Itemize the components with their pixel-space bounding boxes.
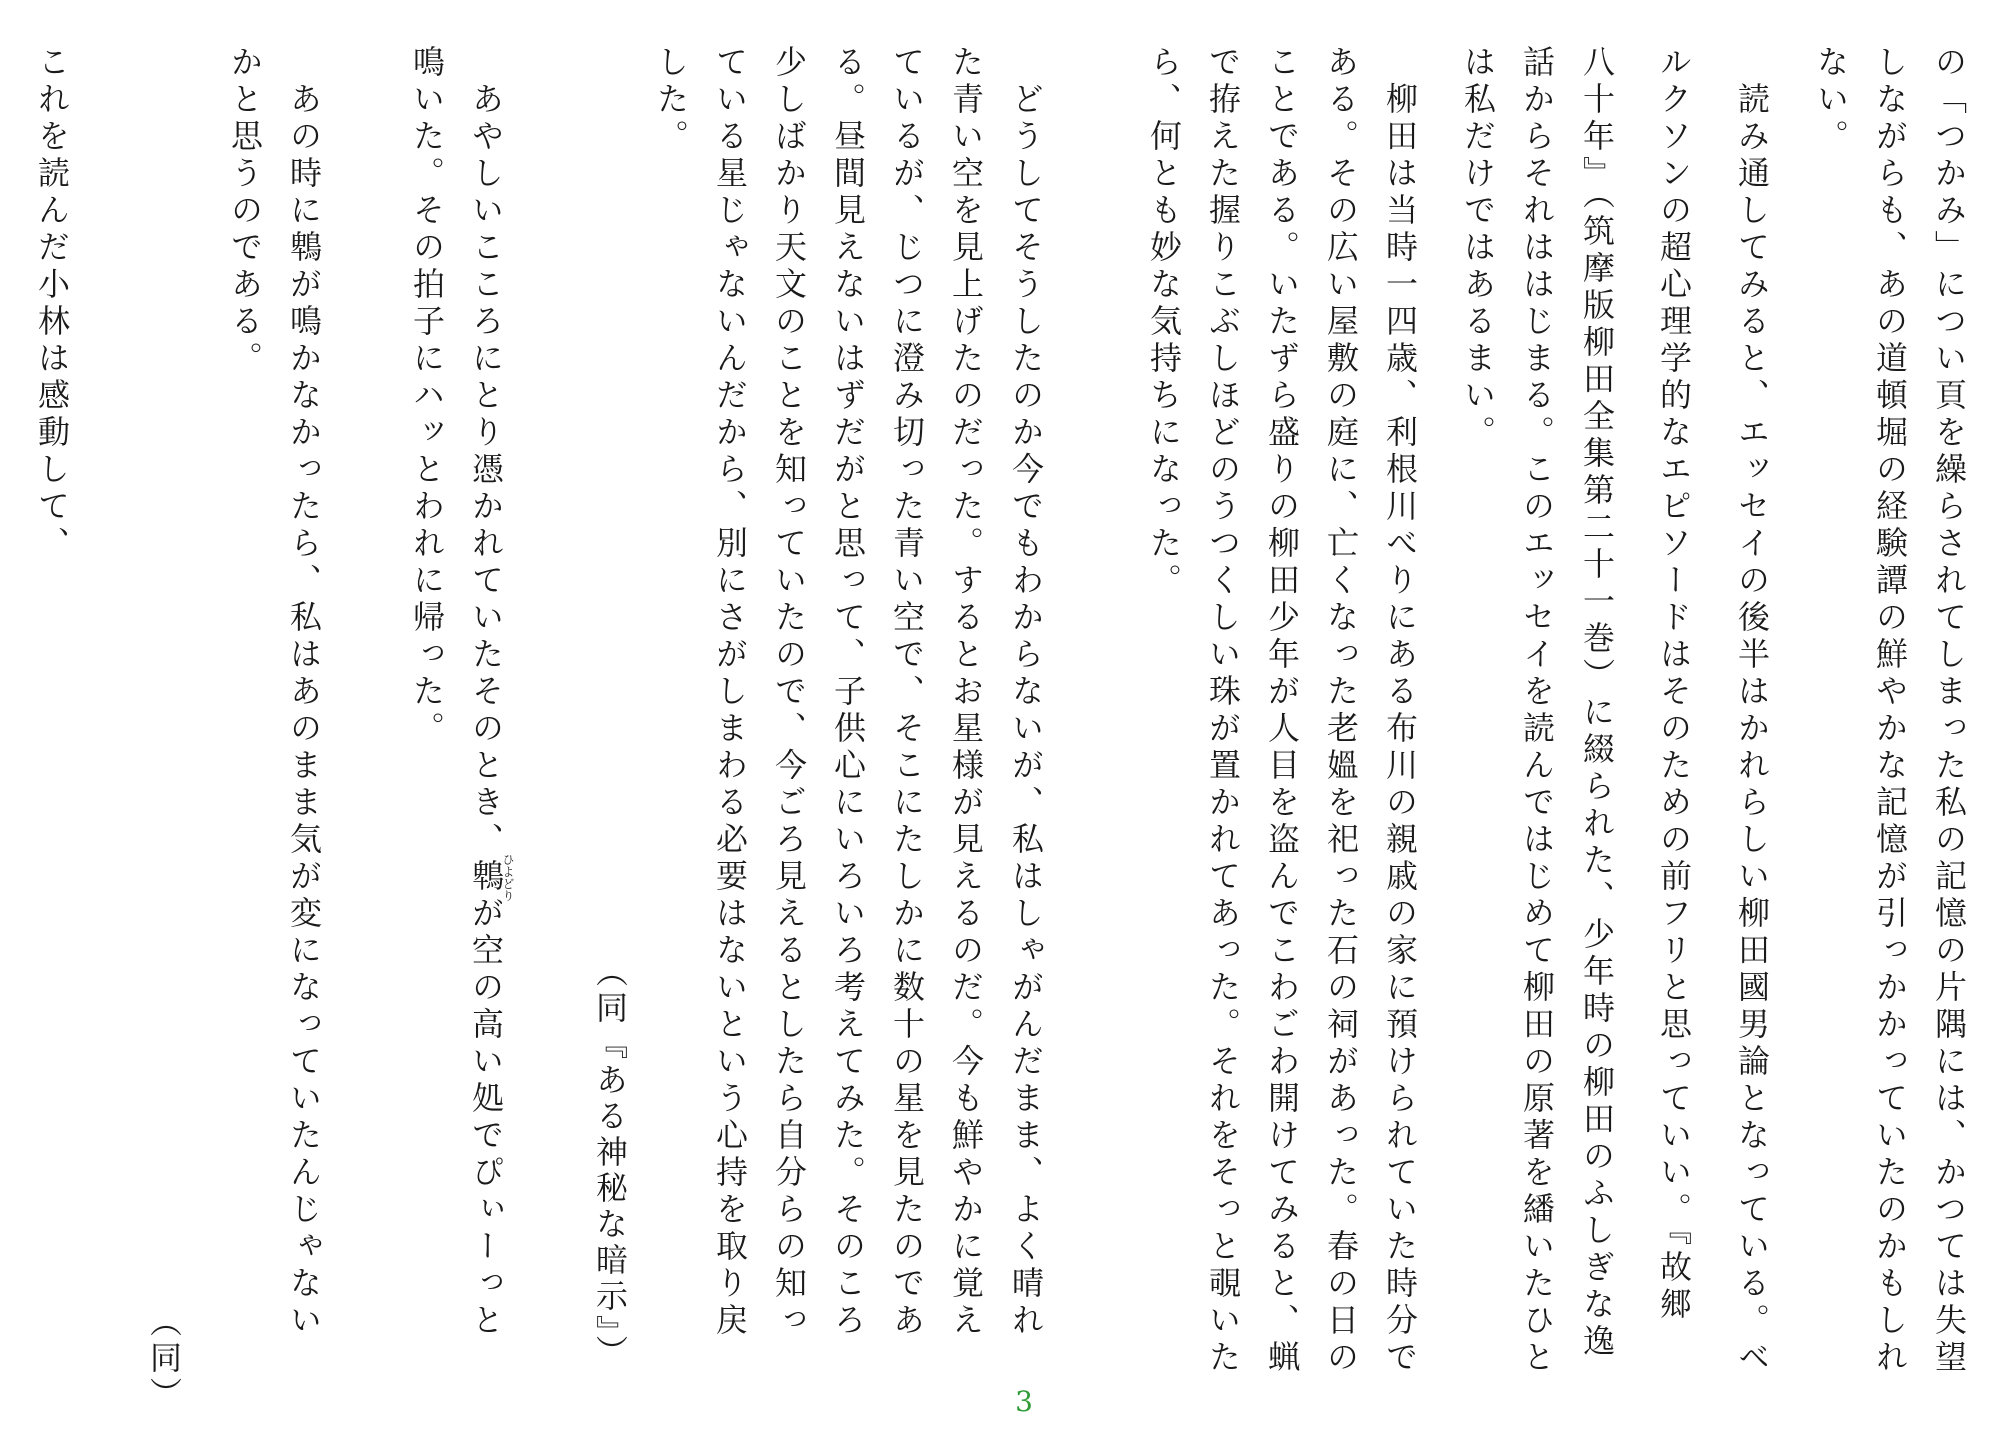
- quote-text-column: ている星じゃないんだから、別にさがしまわる必要はないという心持を取り戻: [711, 45, 749, 1340]
- ruby-base: 鵯: [467, 853, 505, 902]
- body-text-column: 八十年』（筑摩版柳田全集第二十一巻）に綴られた、少年時の柳田のふしぎな逸: [1578, 45, 1616, 1361]
- quote-text-column: ているが、じつに澄み切った青い空で、そこにたしかに数十の星を見たのであ: [888, 45, 926, 1340]
- body-text-column: で拵えた握りこぶしほどのうつくしい珠が置かれてあった。それをそっと覗いた: [1204, 45, 1242, 1377]
- body-text-column: 柳田は当時一四歳、利根川べりにある布川の親戚の家に預けられていた時分で: [1381, 45, 1419, 1377]
- ruby-word: [467, 853, 515, 902]
- ruby-line-after: が空の高い処でぴぃーっと: [467, 896, 505, 1340]
- body-text-column: ある。その広い屋敷の庭に、亡くなった老媼を祀った石の祠があった。春の日の: [1322, 45, 1360, 1377]
- citation: （同）: [145, 1305, 183, 1413]
- body-text-column: ら、何とも妙な気持ちになった。: [1145, 45, 1183, 600]
- quote-text-column: した。: [652, 45, 690, 156]
- quote-text-column: る。昼間見えないはずだがと思って、子供心にいろいろ考えてみた。そのころ: [829, 45, 867, 1340]
- quote-text-column: た青い空を見上げたのだった。するとお星様が見えるのだ。今も鮮やかに覚え: [947, 45, 985, 1340]
- body-text-column: これを読んだ小林は感動して、: [33, 45, 71, 563]
- body-text-column: は私だけではあるまい。: [1459, 45, 1497, 452]
- quote-text-column: 少しばかり天文のことを知っていたので、今ごろ見えるとしたら自分らの知っ: [770, 45, 808, 1340]
- quote-text-column: かと思うのである。: [226, 45, 264, 378]
- body-text-column: 話からそれははじまる。このエッセイを読んではじめて柳田の原著を繙いたひと: [1518, 45, 1556, 1377]
- page-number: 3: [1015, 1385, 1033, 1418]
- ruby-line-before: あやしいこころにとり憑かれていたそのとき、: [467, 45, 505, 859]
- body-text-column: の「つかみ」につい頁を繰らされてしまった私の記憶の片隅には、かつては失望: [1930, 45, 1968, 1377]
- quote-text-column: どうしてそうしたのか今でもわからないが、私はしゃがんだまま、よく晴れ: [1007, 45, 1045, 1340]
- body-text-column: ことである。いたずら盛りの柳田少年が人目を盗んでこわごわ開けてみると、蝋: [1263, 45, 1301, 1377]
- citation: （同『ある神秘な暗示』）: [591, 955, 629, 1371]
- body-text-column: [462, 45, 514, 1340]
- body-text-column: ない。: [1812, 45, 1850, 156]
- body-text-column: 鳴いた。その拍子にハッとわれに帰った。: [408, 45, 446, 748]
- ruby-reading: ひよどり: [501, 853, 515, 902]
- body-text-column: 読み通してみると、エッセイの後半はかれらしい柳田國男論となっている。ベ: [1733, 45, 1771, 1377]
- body-text-column: ルクソンの超心理学的なエピソードはそのための前フリと思っていい。『故郷: [1655, 45, 1693, 1324]
- quote-text-column: あの時に鵯が鳴かなかったら、私はあのまま気が変になっていたんじゃない: [285, 45, 323, 1340]
- body-text-column: しながらも、あの道頓堀の経験譚の鮮やかな記憶が引っかかっていたのかもしれ: [1871, 45, 1909, 1377]
